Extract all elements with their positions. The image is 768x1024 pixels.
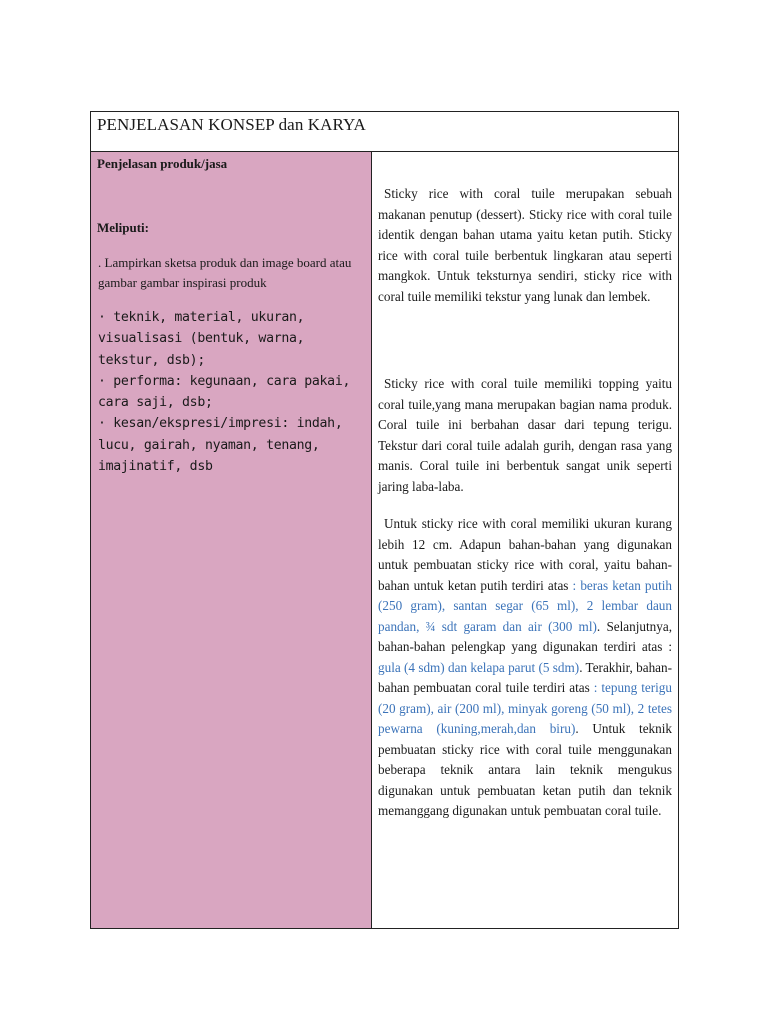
paragraph-1-text: Sticky rice with coral tuile merupakan sebuah makanan penutup (dessert). Sticky rice with coral tuile identik dengan bahan utama yaitu ketan putih. Sticky rice with coral tuile berbentuk lingkaran atau seperti mangkok. Untuk teksturnya sendiri, sticky rice with coral tuile memiliki tekstur yang lunak dan lembek. <box>378 186 672 304</box>
right-cell <box>372 152 678 928</box>
table-title: PENJELASAN KONSEP dan KARYA <box>97 115 366 134</box>
detail-item: · kesan/ekspresi/impresi: indah, lucu, gairah, nyaman, tenang, imajinatif, dsb <box>98 416 343 475</box>
detail-item: cara saji, dsb; <box>98 395 213 411</box>
title-row <box>91 112 678 152</box>
detail-item: · teknik, material, ukuran, visualisasi (bentuk, warna, tekstur, dsb); <box>98 310 305 368</box>
paragraph-3-text: . Terakhir, bahan-bahan pembuatan coral tuile terdiri atas <box>378 659 672 695</box>
paragraph-1 <box>378 184 672 307</box>
paragraph-2-text: Sticky rice with coral tuile memiliki topping yaitu coral tuile,yang mana merupakan bagian nama produk. Coral tuile ini berbahan dasar dari tepung terigu. Tekstur dari coral tuile adalah gurih, dengan rasa yang manis. Coral tuile ini berbentuk sangat unik seperti jaring laba-laba. <box>378 376 672 494</box>
instruction-text: . Lampirkan sketsa produk dan image board atau gambar gambar inspirasi produk <box>98 255 352 290</box>
ingredients-tuile: : tepung terigu (20 gram), air (200 ml), minyak goreng (50 ml), 2 tetes pewarna (kuning,merah,dan biru) <box>378 680 672 736</box>
includes-label: Meliputi: <box>97 220 149 235</box>
ingredients-rice: : beras ketan putih (250 gram), santan segar (65 ml), 2 lembar daun pandan, ¾ sdt garam dan air (300 ml) <box>378 577 673 634</box>
paragraph-3-text: Untuk sticky rice with coral memiliki ukuran kurang lebih 12 cm. Adapun bahan-bahan yang digunakan untuk pembuatan sticky rice with coral, yaitu bahan-bahan untuk ketan putih terdiri atas <box>378 516 672 593</box>
ingredients-complement: gula (4 sdm) dan kelapa parut (5 sdm) <box>378 659 580 675</box>
concept-table <box>90 111 679 929</box>
paragraph-3-text: . Untuk teknik pembuatan sticky rice with coral tuile menggunakan beberapa teknik antara lain teknik mengukus digunakan untuk pembuatan ketan putih dan teknik memanggang digunakan untuk pembuatan coral tuile. <box>378 721 673 818</box>
detail-item: · performa: kegunaan, cara pakai, <box>98 373 351 389</box>
paragraph-3-text: . Selanjutnya, bahan-bahan pelengkap yang digunakan terdiri atas : <box>378 618 673 654</box>
paragraph-2 <box>378 374 672 497</box>
left-cell <box>91 152 372 928</box>
product-label: Penjelasan produk/jasa <box>97 156 228 171</box>
paragraph-3 <box>378 514 672 822</box>
detail-list <box>98 307 370 477</box>
